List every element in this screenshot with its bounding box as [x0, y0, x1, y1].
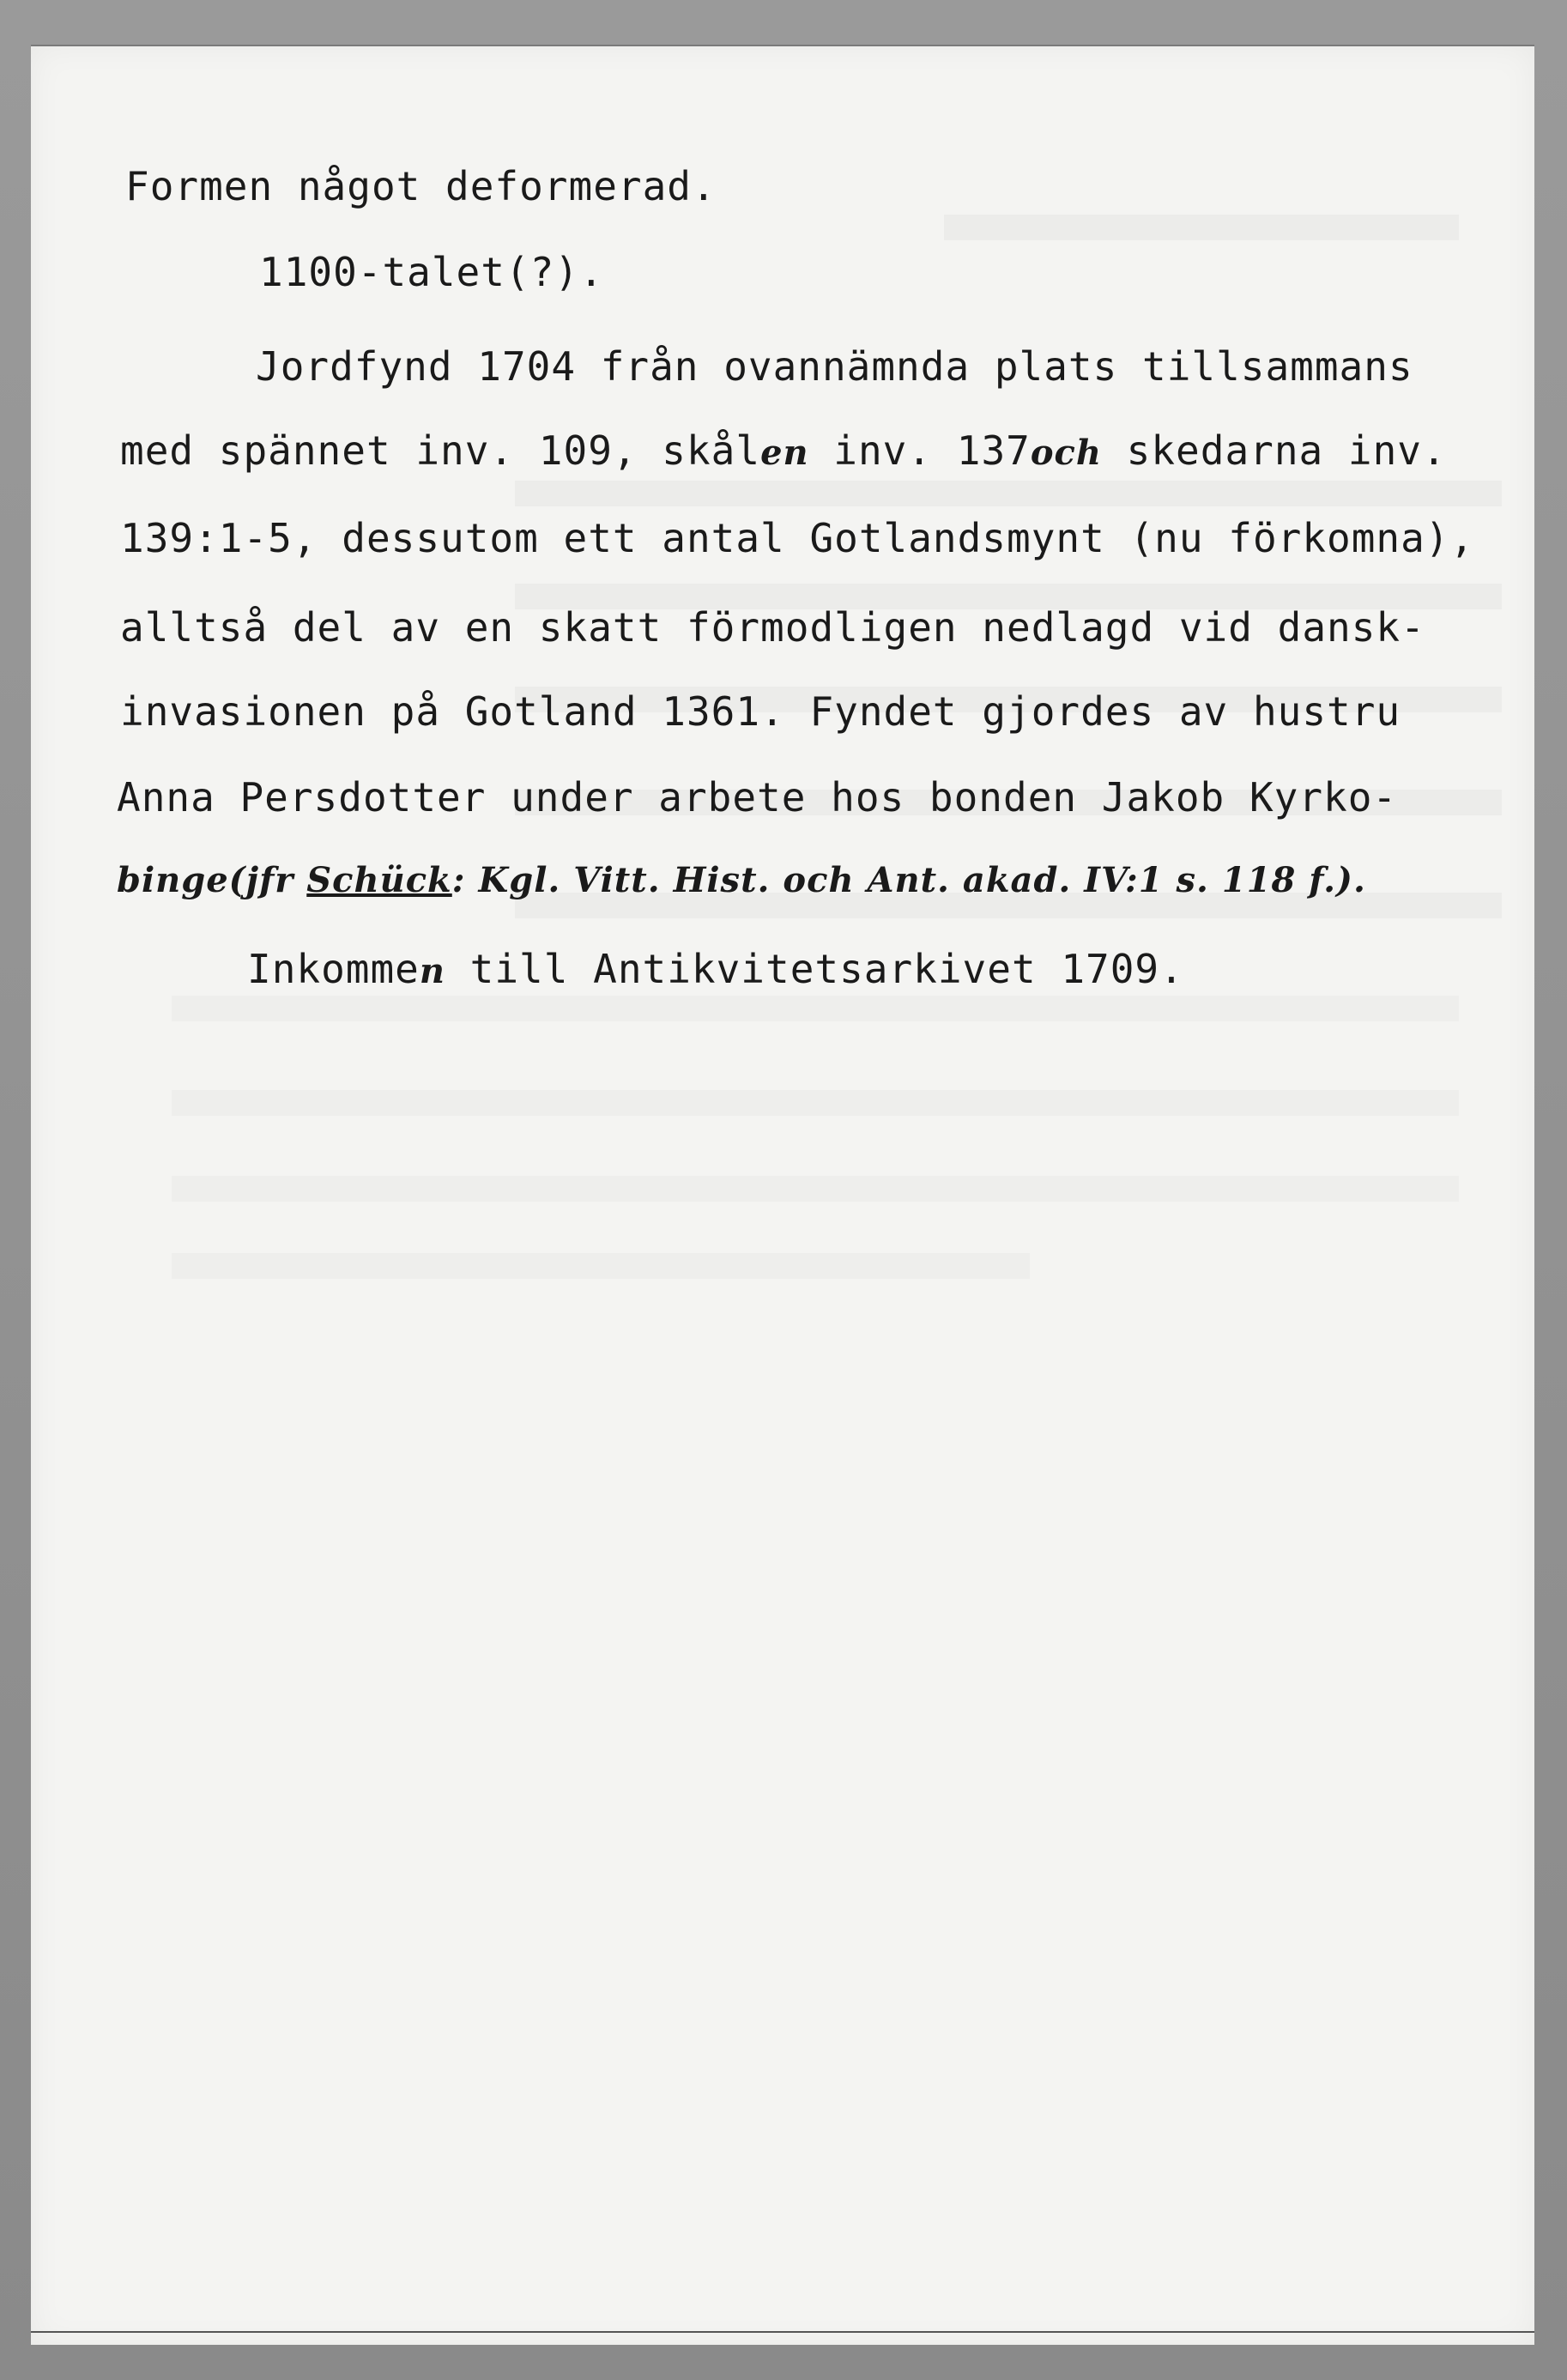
reverse-bleed: [172, 1176, 1459, 1202]
line-find-2-a: med spännet inv. 109, skål: [120, 427, 761, 474]
handwritten-reference-author: Schück: [306, 860, 452, 900]
line-find-2: [120, 427, 1447, 474]
line-acquisition-b: till Antikvitetsarkivet 1709.: [445, 946, 1184, 992]
reverse-bleed: [172, 996, 1459, 1021]
paper-bottom-edge: [31, 2331, 1534, 2333]
reverse-bleed: [172, 1253, 1030, 1279]
line-acquisition: [247, 946, 1184, 992]
reverse-bleed: [515, 481, 1502, 506]
line-acquisition-a: Inkomme: [247, 946, 420, 992]
line-find-2-c: skedarna inv.: [1101, 427, 1447, 474]
paper-top-edge: [31, 45, 1534, 46]
reverse-bleed: [944, 215, 1459, 240]
handwritten-reference-source: : Kgl. Vitt. Hist. och Ant. akad. IV:1 s. 118 f.).: [451, 860, 1366, 900]
line-find-4: alltså del av en skatt förmodligen nedlagd vid dansk-: [120, 604, 1425, 651]
handwritten-insert-och: och: [1030, 433, 1102, 473]
handwritten-correction-en: en: [760, 433, 809, 473]
line-form: Formen något deformerad.: [125, 163, 717, 209]
handwritten-reference-prefix: (jfr: [228, 860, 307, 900]
line-find-2-b: inv. 137: [808, 427, 1031, 474]
reverse-bleed: [172, 1090, 1459, 1116]
line-find-5: invasionen på Gotland 1361. Fyndet gjordes av hustru: [120, 688, 1401, 735]
line-dating: 1100-talet(?).: [259, 249, 604, 295]
line-find-3: 139:1-5, dessutom ett antal Gotlandsmynt (nu förkomna),: [120, 515, 1475, 561]
handwritten-correction-n: n: [419, 951, 445, 991]
handwritten-binge: binge: [117, 860, 229, 900]
line-find-1: Jordfynd 1704 från ovannämnda plats tillsammans: [256, 343, 1413, 390]
line-find-6: Anna Persdotter under arbete hos bonden Jakob Kyrko-: [117, 774, 1398, 821]
line-find-7: [117, 858, 1366, 898]
